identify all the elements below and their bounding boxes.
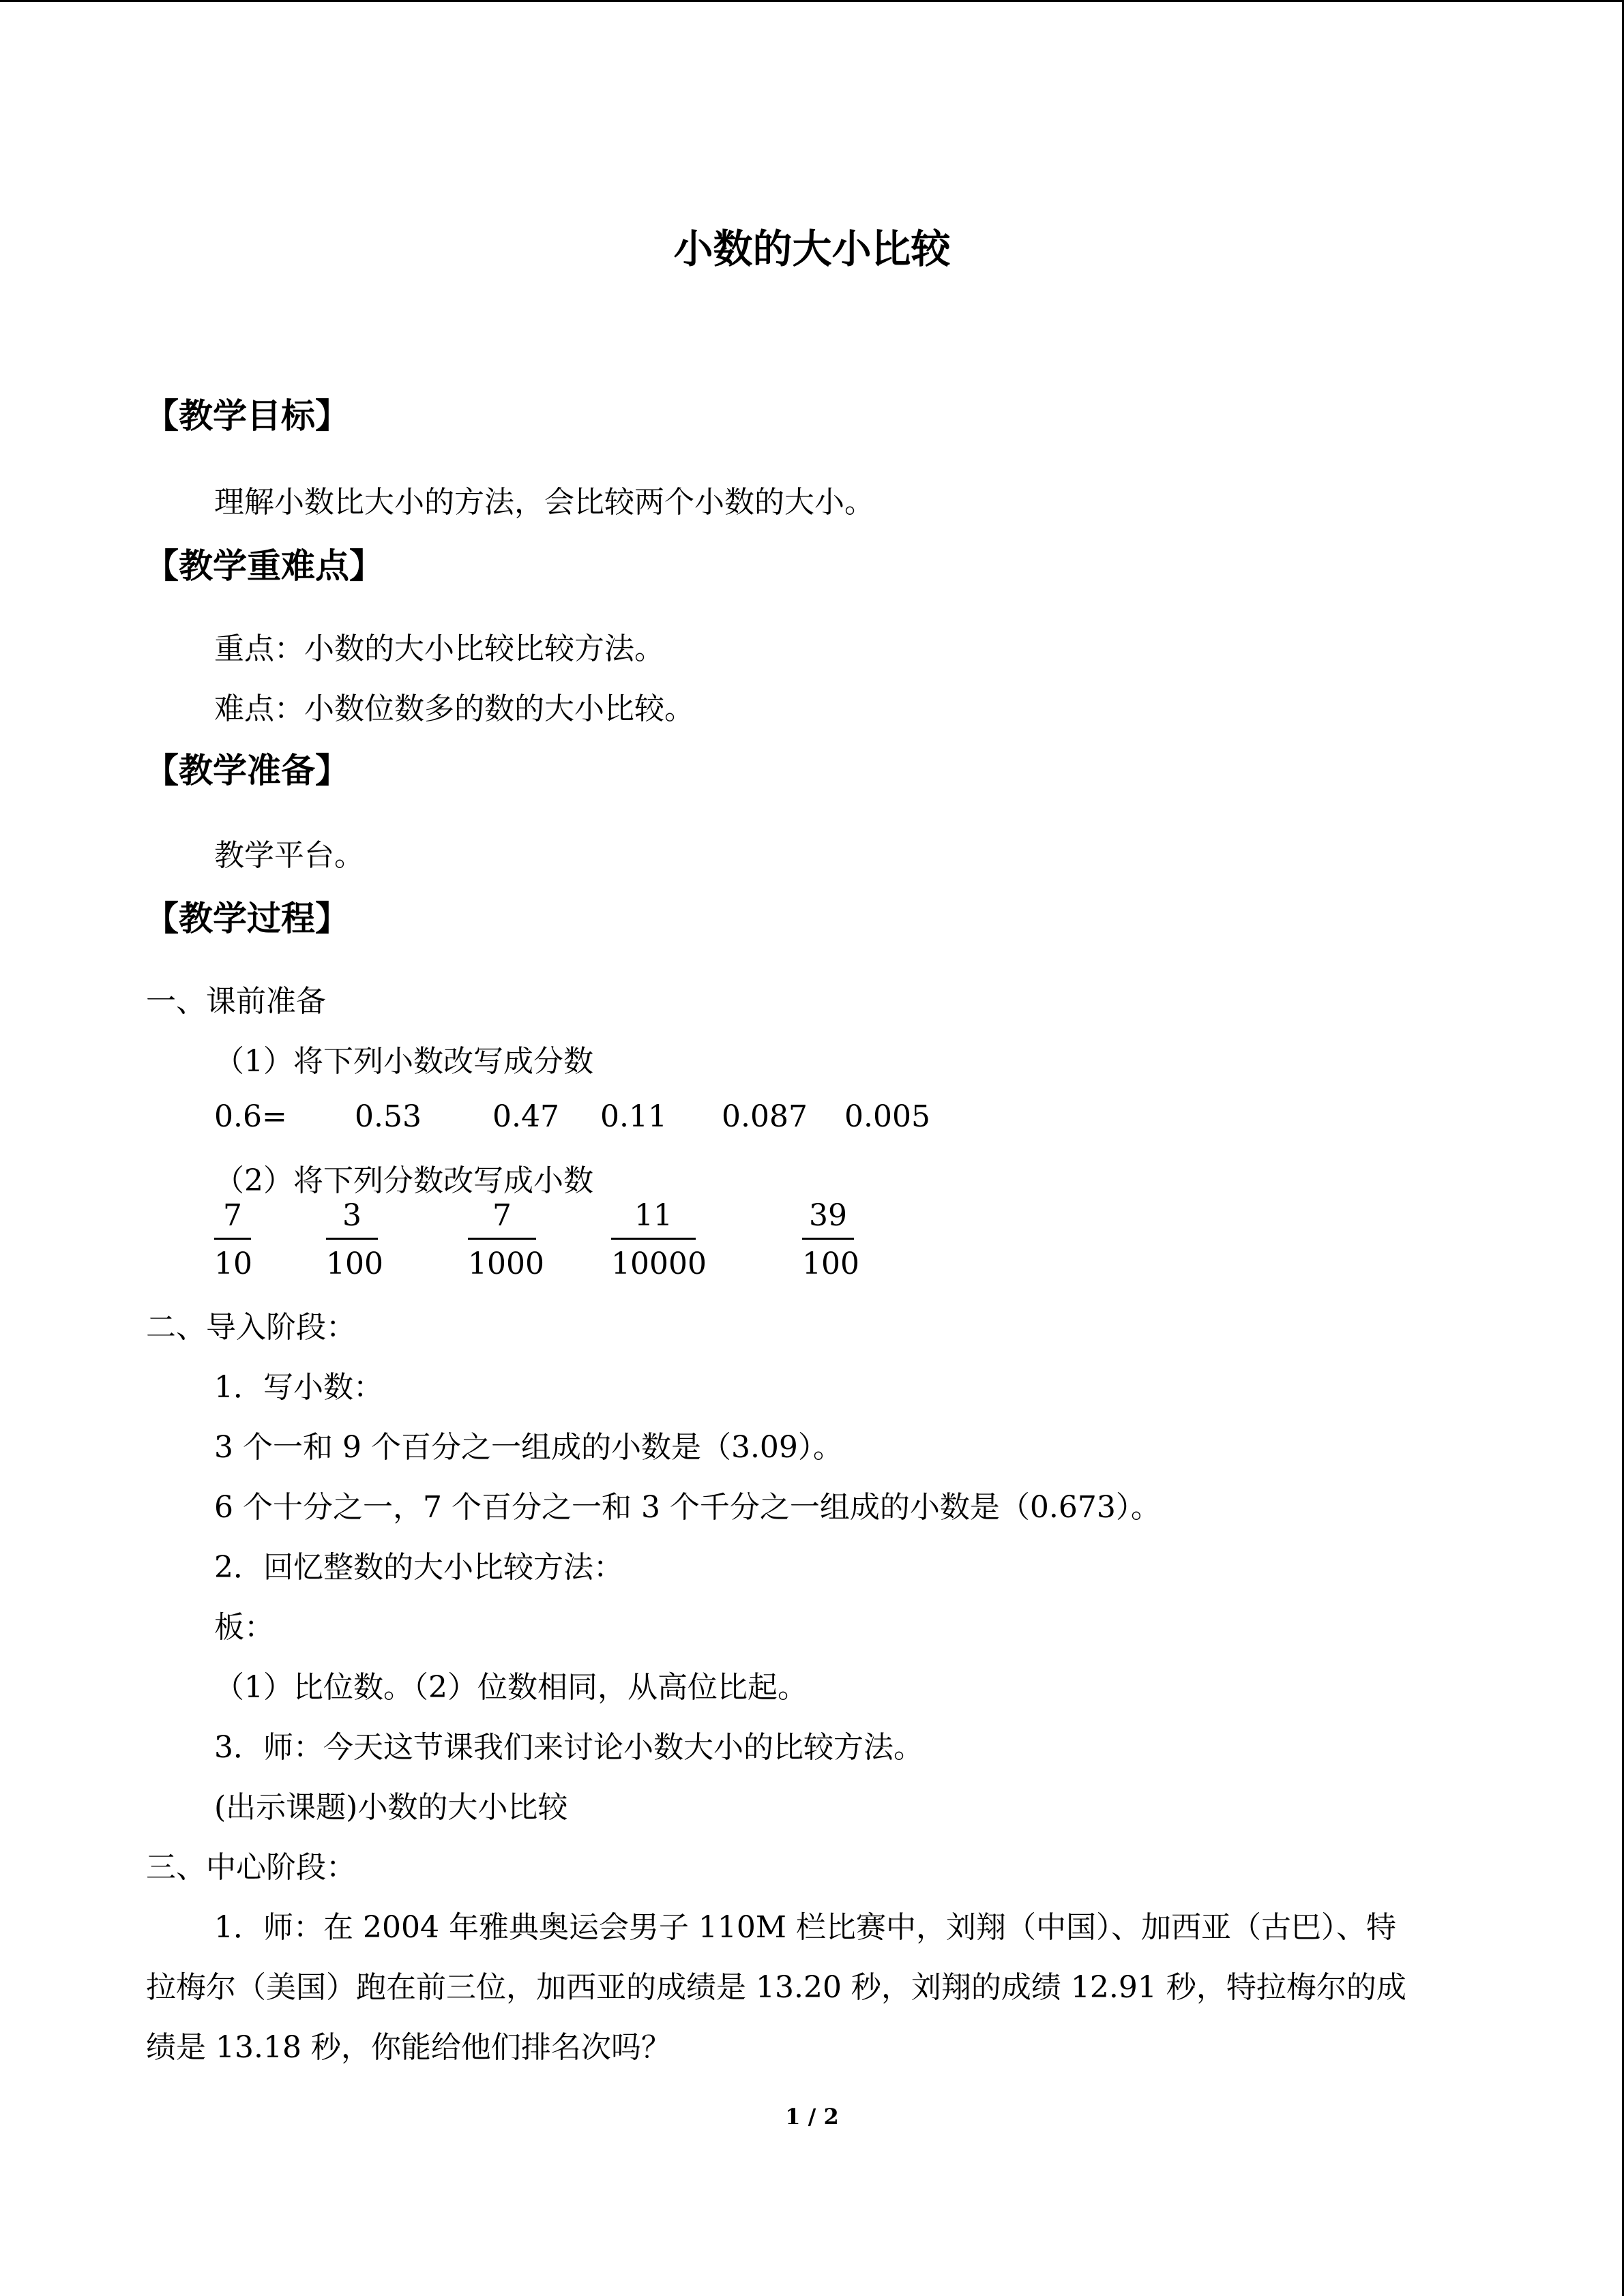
question-two: （2）将下列分数改写成小数: [214, 1163, 593, 1198]
decimal-item: 0.005: [844, 1099, 930, 1134]
item-write-decimal: 1．写小数：: [214, 1370, 383, 1405]
decimal-item: 0.087: [722, 1099, 808, 1134]
fraction-denominator: 100: [802, 1247, 859, 1281]
fraction-bar: [326, 1238, 378, 1240]
prep-heading: 【教学准备】: [145, 751, 349, 790]
fraction-numerator: 7: [223, 1198, 242, 1233]
fraction-numerator: 39: [809, 1198, 847, 1233]
fraction: [468, 1197, 544, 1283]
document-title: 小数的大小比较: [673, 226, 951, 272]
paragraph-line: 1．师：在 2004 年雅典奥运会男子 110M 栏比赛中，刘翔（中国）、加西亚（古巴）、特: [214, 1910, 1396, 1945]
page-number: 1 / 2: [785, 2104, 839, 2130]
item-show-topic: (出示课题)小数的大小比较: [214, 1790, 568, 1825]
fraction-bar: [214, 1238, 251, 1240]
fraction-denominator: 100: [326, 1247, 383, 1281]
key-point: 重点：小数的大小比较比较方法。: [214, 631, 664, 666]
key-heading: 【教学重难点】: [145, 546, 383, 586]
fraction-bar: [468, 1238, 536, 1240]
section-two-label: 二、导入阶段：: [146, 1310, 356, 1345]
item-write-decimal-a: 3 个一和 9 个百分之一组成的小数是（3.09）。: [214, 1430, 843, 1465]
fraction: [611, 1197, 707, 1283]
fraction: [214, 1197, 251, 1283]
goal-text: 理解小数比大小的方法，会比较两个小数的大小。: [214, 485, 874, 520]
item-board-rules: （1）比位数。（2）位数相同，从高位比起。: [214, 1670, 808, 1705]
paragraph-line: 拉梅尔（美国）跑在前三位，加西亚的成绩是 13.20 秒，刘翔的成绩 12.91 秒，特拉梅尔的成: [146, 1970, 1406, 2005]
fraction-bar: [802, 1238, 854, 1240]
section-one-label: 一、课前准备: [146, 984, 326, 1019]
goal-heading: 【教学目标】: [145, 396, 349, 436]
item-recall-method: 2．回忆整数的大小比较方法：: [214, 1550, 623, 1585]
fraction-denominator: 10000: [611, 1247, 707, 1281]
decimal-item: 0.47: [492, 1099, 559, 1134]
difficult-point: 难点：小数位数多的数的大小比较。: [214, 691, 694, 726]
decimal-item: 0.53: [355, 1099, 422, 1134]
fraction-numerator: 7: [492, 1198, 512, 1233]
item-board: 板：: [214, 1610, 274, 1645]
question-one: （1）将下列小数改写成分数: [214, 1044, 593, 1079]
decimal-item: 0.6=: [214, 1099, 287, 1134]
fraction-numerator: 3: [342, 1198, 361, 1233]
fraction-bar: [611, 1238, 696, 1240]
process-heading: 【教学过程】: [145, 899, 349, 938]
fraction-denominator: 10: [214, 1247, 252, 1281]
page-border-top: [0, 0, 1624, 2]
prep-text: 教学平台。: [214, 838, 364, 873]
paragraph-line: 绩是 13.18 秒，你能给他们排名次吗？: [146, 2030, 671, 2065]
item-teacher-intro: 3．师：今天这节课我们来讨论小数大小的比较方法。: [214, 1730, 924, 1765]
fraction: [326, 1197, 383, 1283]
fraction-numerator: 11: [634, 1198, 673, 1233]
fraction: [802, 1197, 859, 1283]
item-write-decimal-b: 6 个十分之一，7 个百分之一和 3 个千分之一组成的小数是（0.673）。: [214, 1490, 1161, 1525]
fraction-denominator: 1000: [468, 1247, 544, 1281]
decimal-item: 0.11: [600, 1099, 667, 1134]
section-three-label: 三、中心阶段：: [146, 1850, 356, 1885]
